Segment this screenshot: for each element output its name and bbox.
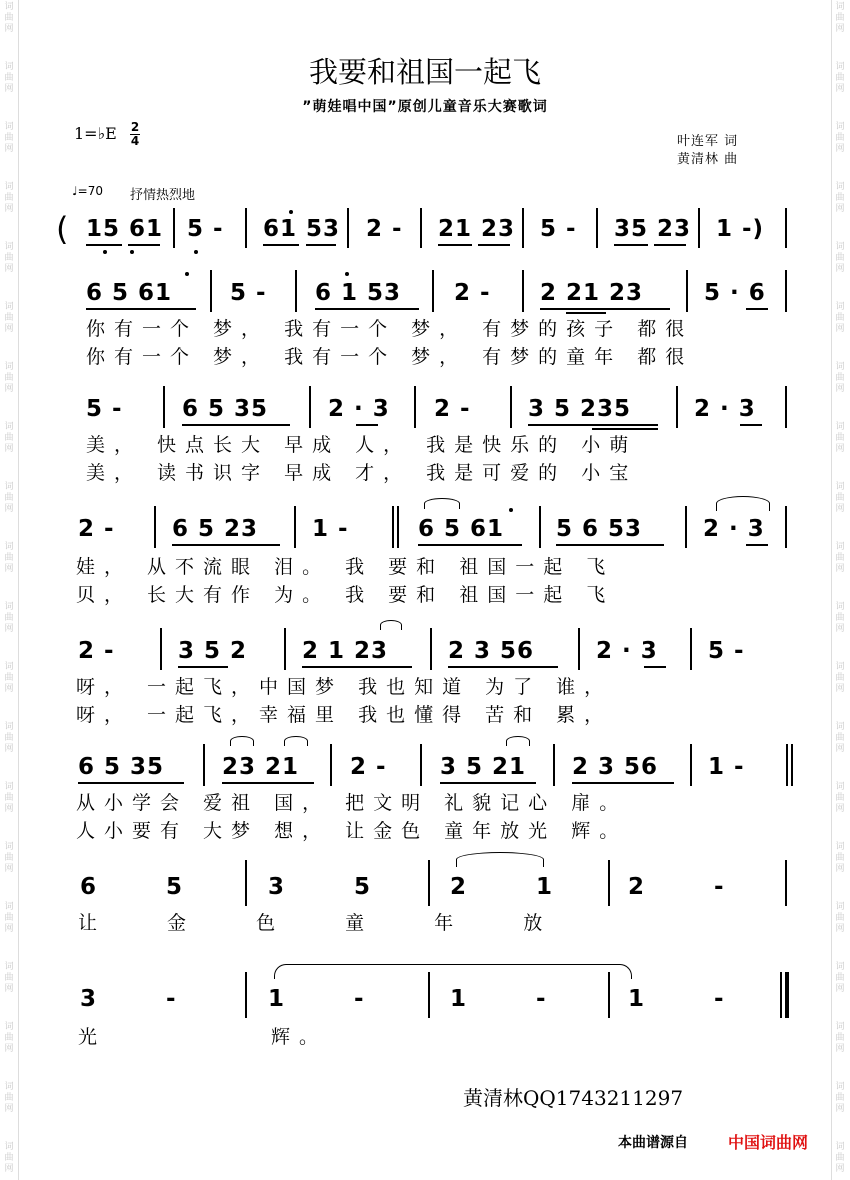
- measure-2: 6 5 23: [172, 516, 259, 542]
- measure-5: 21 23: [438, 216, 516, 242]
- barline: [510, 386, 512, 428]
- composer-credit: 黄清林 曲: [677, 152, 739, 167]
- tie: [274, 964, 632, 979]
- measure-2: 1 -: [268, 986, 365, 1012]
- underline: [740, 424, 762, 426]
- measure-3: 2 1 23: [302, 638, 389, 664]
- repeat-start-barline: [392, 506, 394, 548]
- underline: [263, 244, 299, 246]
- barline: [160, 628, 162, 670]
- measure-3: 2 -: [350, 754, 387, 780]
- barline: [284, 628, 286, 670]
- high-octave-dot: [289, 210, 293, 214]
- watermark-stamp: 词 曲 网: [4, 782, 14, 814]
- measure-7: 35 23: [614, 216, 692, 242]
- measure-3: 6 1 53: [315, 280, 402, 306]
- barline: [685, 506, 687, 548]
- barline: [539, 506, 541, 548]
- barline: [245, 972, 247, 1018]
- measure-1: 3 -: [80, 986, 177, 1012]
- underline: [592, 428, 658, 430]
- measure-1: 6 5 61: [86, 280, 173, 306]
- lyricist-credit: 叶连军 词: [677, 134, 739, 149]
- underline: [178, 666, 228, 668]
- lyrics-verse-2: 人小要有 大梦 想， 让金色 童年放光 辉。: [76, 820, 628, 842]
- measure-4: 2 -: [454, 280, 491, 306]
- measure-4: 3 5 21: [440, 754, 527, 780]
- watermark-stamp: 词 曲 网: [835, 902, 845, 934]
- measure-5: 2 3 56: [572, 754, 659, 780]
- barline: [608, 860, 610, 906]
- barline: [420, 744, 422, 786]
- watermark-stamp: 词 曲 网: [4, 1022, 14, 1054]
- measure-4: 2 -: [434, 396, 471, 422]
- barline: [420, 208, 422, 248]
- slur: [716, 496, 770, 511]
- underline: [418, 544, 522, 546]
- barline: [785, 506, 787, 548]
- measure-6: 5 -: [540, 216, 577, 242]
- lyrics-verse-2: 你有一个 梦， 我有一个 梦， 有梦的童年 都很: [86, 346, 694, 368]
- measure-1: 6 5 35: [78, 754, 165, 780]
- barline: [309, 386, 311, 428]
- measure-2: 5 -: [187, 216, 224, 242]
- underline: [644, 666, 666, 668]
- watermark-stamp: 词 曲 网: [835, 1082, 845, 1114]
- underline: [556, 544, 664, 546]
- slur: [424, 498, 460, 509]
- underline: [302, 666, 412, 668]
- barline: [430, 628, 432, 670]
- watermark-stamp: 词 曲 网: [4, 1082, 14, 1114]
- measure-5: 2 21 23: [540, 280, 644, 306]
- measure-1: 15 61: [86, 216, 164, 242]
- measure-6: 2 · 3: [694, 396, 756, 422]
- barline: [522, 270, 524, 312]
- lyrics-verse-1: 美， 快点长大 早成 人， 我是快乐的 小萌: [86, 434, 638, 456]
- watermark-stamp: 词 曲 网: [835, 1142, 845, 1174]
- underline: [572, 782, 674, 784]
- measure-5: 5 6 53: [556, 516, 643, 542]
- left-watermark-strip: [0, 0, 19, 1180]
- watermark-stamp: 词 曲 网: [835, 842, 845, 874]
- barline: [676, 386, 678, 428]
- barline: [173, 208, 175, 248]
- barline: [785, 860, 787, 906]
- underline: [86, 244, 122, 246]
- barline: [203, 744, 205, 786]
- measure-4: 2 -: [628, 874, 725, 900]
- underline: [222, 782, 314, 784]
- repeat-end-barline: [791, 744, 793, 786]
- watermark-stamp: 词 曲 网: [4, 422, 14, 454]
- watermark-stamp: 词 曲 网: [835, 782, 845, 814]
- barline: [785, 208, 787, 248]
- repeat-end-barline: [786, 744, 788, 786]
- barline: [294, 506, 296, 548]
- barline: [330, 744, 332, 786]
- high-octave-dot: [185, 272, 189, 276]
- measure-2: 3 5: [268, 874, 372, 900]
- measure-3: 61 53: [263, 216, 341, 242]
- barline: [154, 506, 156, 548]
- measure-2: 5 -: [230, 280, 267, 306]
- barline: [596, 208, 598, 248]
- watermark-stamp: 词 曲 网: [835, 122, 845, 154]
- slur: [456, 852, 544, 867]
- underline: [528, 424, 658, 426]
- barline: [522, 208, 524, 248]
- watermark-stamp: 词 曲 网: [835, 62, 845, 94]
- measure-4: 2 3 56: [448, 638, 535, 664]
- high-octave-dot: [345, 272, 349, 276]
- low-octave-dot: [130, 250, 134, 254]
- watermark-stamp: 词 曲 网: [4, 2, 14, 34]
- measure-6: 1 -: [708, 754, 745, 780]
- underline: [182, 424, 290, 426]
- watermark-stamp: 词 曲 网: [4, 182, 14, 214]
- watermark-stamp: 词 曲 网: [4, 602, 14, 634]
- underline: [306, 244, 336, 246]
- measure-6: 5 -: [708, 638, 745, 664]
- watermark-stamp: 词 曲 网: [835, 362, 845, 394]
- barline: [428, 860, 430, 906]
- measure-1: 2 -: [78, 516, 115, 542]
- measure-3: 2 · 3: [328, 396, 390, 422]
- barline: [686, 270, 688, 312]
- measure-2: 6 5 35: [182, 396, 269, 422]
- underline: [86, 308, 196, 310]
- low-octave-dot: [194, 250, 198, 254]
- lyrics-verse-2: 美， 读书识字 早成 才， 我是可爱的 小宝: [86, 462, 638, 484]
- underline: [746, 544, 768, 546]
- high-octave-dot: [509, 508, 513, 512]
- barline: [553, 744, 555, 786]
- measure-1: 5 -: [86, 396, 123, 422]
- underline: [566, 312, 606, 314]
- measure-8: 1 -): [716, 216, 765, 242]
- lyrics-verse-1: 光 辉。: [78, 1026, 328, 1048]
- watermark-stamp: 词 曲 网: [835, 422, 845, 454]
- watermark-stamp: 词 曲 网: [835, 602, 845, 634]
- watermark-stamp: 词 曲 网: [835, 722, 845, 754]
- measure-1: 6 5: [80, 874, 184, 900]
- measure-4: 1 -: [628, 986, 725, 1012]
- lyrics-verse-2: 呀， 一起飞，幸福里 我也懂得 苦和 累，: [76, 704, 613, 726]
- barline: [785, 270, 787, 312]
- barline: [785, 386, 787, 428]
- song-subtitle: ”萌娃唱中国”原创儿童音乐大赛歌词: [302, 99, 548, 115]
- watermark-stamp: 词 曲 网: [4, 302, 14, 334]
- watermark-stamp: 词 曲 网: [4, 62, 14, 94]
- watermark-stamp: 词 曲 网: [835, 182, 845, 214]
- watermark-stamp: 词 曲 网: [835, 482, 845, 514]
- open-paren: (: [56, 210, 69, 248]
- measure-5: 2 · 3: [596, 638, 658, 664]
- underline: [540, 308, 670, 310]
- time-signature: 2 4: [130, 120, 140, 148]
- barline: [578, 628, 580, 670]
- measure-1: 2 -: [78, 638, 115, 664]
- slur: [380, 620, 402, 630]
- watermark-stamp: 词 曲 网: [835, 662, 845, 694]
- source-label: 本曲谱源自: [618, 1135, 688, 1151]
- measure-3: 2 1: [450, 874, 554, 900]
- song-title: 我要和祖国一起飞: [308, 55, 541, 89]
- lyrics-verse-1: 你有一个 梦， 我有一个 梦， 有梦的孩子 都很: [86, 318, 694, 340]
- watermark-stamp: 词 曲 网: [4, 902, 14, 934]
- watermark-stamp: 词 曲 网: [4, 842, 14, 874]
- lyrics-verse-1: 从小学会 爱祖 国， 把文明 礼貌记心 扉。: [76, 792, 628, 814]
- watermark-stamp: 词 曲 网: [835, 542, 845, 574]
- watermark-stamp: 词 曲 网: [835, 242, 845, 274]
- watermark-stamp: 词 曲 网: [4, 242, 14, 274]
- final-barline: [780, 972, 782, 1018]
- expression-marking: 抒情热烈地: [130, 188, 196, 203]
- measure-4: 2 -: [366, 216, 403, 242]
- barline: [245, 860, 247, 906]
- measure-3: 1 -: [450, 986, 547, 1012]
- underline: [438, 244, 472, 246]
- underline: [448, 666, 558, 668]
- watermark-stamp: 词 曲 网: [835, 1022, 845, 1054]
- tempo-marking: ♩=70: [72, 184, 103, 198]
- underline: [746, 308, 768, 310]
- underline: [78, 782, 184, 784]
- barline: [690, 744, 692, 786]
- barline: [414, 386, 416, 428]
- watermark-stamp: 词 曲 网: [4, 722, 14, 754]
- low-octave-dot: [103, 250, 107, 254]
- watermark-stamp: 词 曲 网: [835, 2, 845, 34]
- underline: [128, 244, 160, 246]
- underline: [172, 544, 280, 546]
- measure-4: 6 5 61: [418, 516, 505, 542]
- source-site-link[interactable]: 中国词曲网: [728, 1133, 809, 1152]
- lyrics-verse-1: 娃， 从不流眼 泪。 我 要和 祖国一起 飞: [76, 556, 615, 578]
- barline: [432, 270, 434, 312]
- barline: [347, 208, 349, 248]
- arranger-contact: 黄清林QQ1743211297: [463, 1086, 684, 1110]
- watermark-stamp: 词 曲 网: [4, 662, 14, 694]
- watermark-stamp: 词 曲 网: [835, 302, 845, 334]
- measure-3: 1 -: [312, 516, 349, 542]
- underline: [440, 782, 536, 784]
- repeat-start-barline: [397, 506, 399, 548]
- underline: [478, 244, 510, 246]
- key-signature: 1=♭E: [74, 124, 117, 143]
- right-watermark-strip: [831, 0, 850, 1180]
- underline: [315, 308, 419, 310]
- watermark-stamp: 词 曲 网: [4, 122, 14, 154]
- slur: [506, 736, 530, 746]
- lyrics-verse-2: 贝， 长大有作 为。 我 要和 祖国一起 飞: [76, 584, 615, 606]
- watermark-stamp: 词 曲 网: [835, 962, 845, 994]
- slur: [284, 736, 308, 746]
- barline: [163, 386, 165, 428]
- measure-2: 23 21: [222, 754, 300, 780]
- underline: [614, 244, 648, 246]
- barline: [698, 208, 700, 248]
- lyrics-verse-1: 让 金 色 童 年 放: [78, 912, 552, 934]
- measure-6: 2 · 3: [703, 516, 765, 542]
- final-barline: [785, 972, 789, 1018]
- underline: [654, 244, 686, 246]
- lyrics-verse-1: 呀， 一起飞，中国梦 我也知道 为了 谁，: [76, 676, 613, 698]
- measure-6: 5 · 6: [704, 280, 766, 306]
- measure-2: 3 5 2: [178, 638, 248, 664]
- barline: [690, 628, 692, 670]
- underline: [356, 424, 378, 426]
- watermark-stamp: 词 曲 网: [4, 362, 14, 394]
- barline: [295, 270, 297, 312]
- watermark-stamp: 词 曲 网: [4, 482, 14, 514]
- barline: [210, 270, 212, 312]
- watermark-stamp: 词 曲 网: [4, 1142, 14, 1174]
- barline: [245, 208, 247, 248]
- measure-5: 3 5 235: [528, 396, 632, 422]
- watermark-stamp: 词 曲 网: [4, 542, 14, 574]
- slur: [230, 736, 254, 746]
- watermark-stamp: 词 曲 网: [4, 962, 14, 994]
